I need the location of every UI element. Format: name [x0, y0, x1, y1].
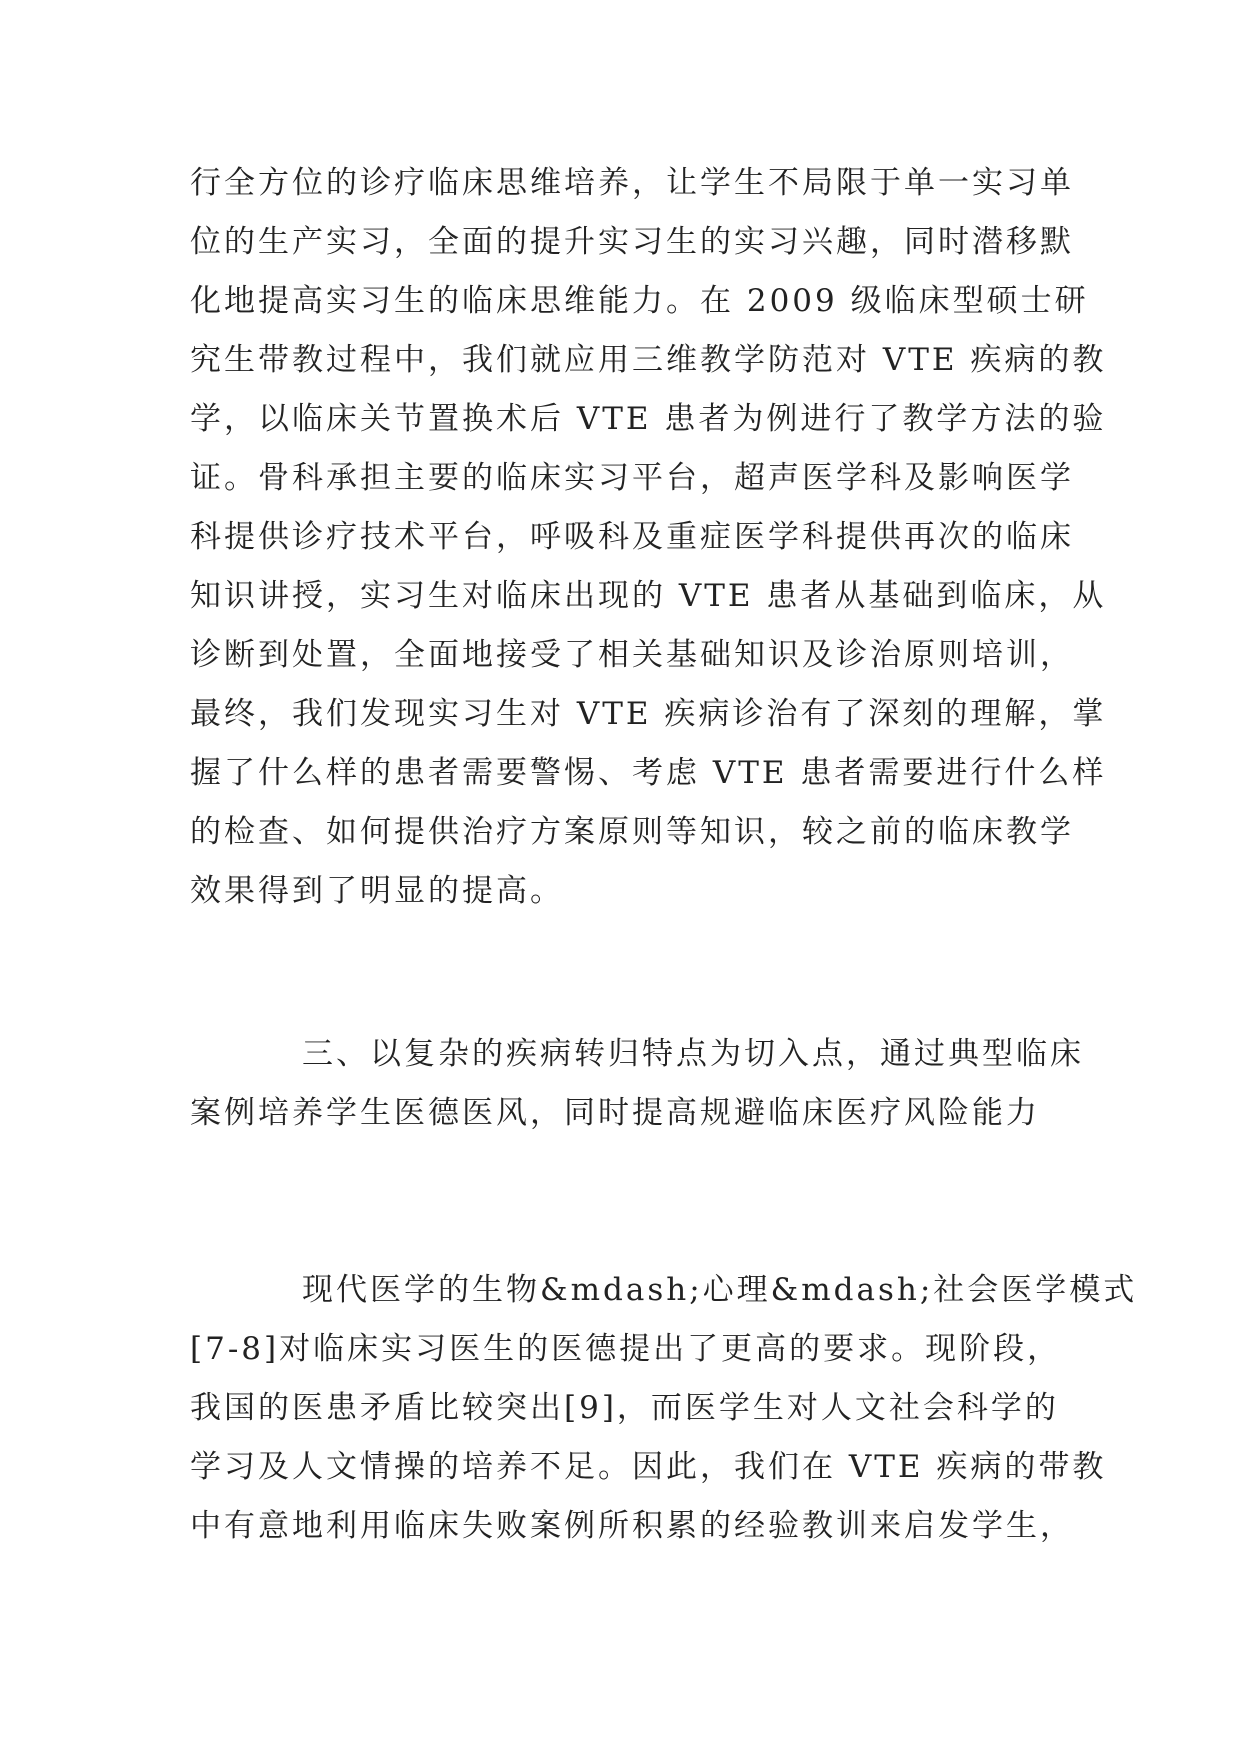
- text-line: [7-8]对临床实习医生的医德提出了更高的要求。现阶段，: [190, 1331, 1062, 1367]
- text-line: 究生带教过程中，我们就应用三维教学防范对 VTE 疾病的教: [190, 342, 1107, 378]
- text-line: 效果得到了明显的提高。: [190, 873, 564, 909]
- paragraph-medical-ethics: [190, 1261, 1138, 1556]
- text-line: 诊断到处置，全面地接受了相关基础知识及诊治原则培训，: [190, 637, 1074, 673]
- text-line: 握了什么样的患者需要警惕、考虑 VTE 患者需要进行什么样: [190, 755, 1107, 791]
- text-line: 学习及人文情操的培养不足。因此，我们在 VTE 疾病的带教: [190, 1449, 1107, 1485]
- text-line: 现代医学的生物&mdash;心理&mdash;社会医学模式: [302, 1272, 1138, 1308]
- text-line: 最终，我们发现实习生对 VTE 疾病诊治有了深刻的理解，掌: [190, 696, 1107, 732]
- heading-line: 三、以复杂的疾病转归特点为切入点，通过典型临床: [302, 1036, 1084, 1072]
- text-line: 证。骨科承担主要的临床实习平台，超声医学科及影响医学: [190, 460, 1074, 496]
- section-heading-3: [190, 1025, 1084, 1143]
- text-line: 我国的医患矛盾比较突出[9]，而医学生对人文社会科学的: [190, 1390, 1059, 1426]
- text-line: 位的生产实习，全面的提升实习生的实习兴趣，同时潜移默: [190, 224, 1074, 260]
- text-line: 行全方位的诊疗临床思维培养，让学生不局限于单一实习单: [190, 165, 1074, 201]
- text-line: 知识讲授，实习生对临床出现的 VTE 患者从基础到临床，从: [190, 578, 1107, 614]
- text-line: 中有意地利用临床失败案例所积累的经验教训来启发学生，: [190, 1508, 1074, 1544]
- text-line: 学，以临床关节置换术后 VTE 患者为例进行了教学方法的验: [190, 401, 1107, 437]
- heading-line: 案例培养学生医德医风，同时提高规避临床医疗风险能力: [190, 1095, 1040, 1131]
- text-line: 化地提高实习生的临床思维能力。在 2009 级临床型硕士研: [190, 283, 1089, 319]
- text-line: 的检查、如何提供治疗方案原则等知识，较之前的临床教学: [190, 814, 1074, 850]
- text-line: 科提供诊疗技术平台，呼吸科及重症医学科提供再次的临床: [190, 519, 1074, 555]
- paragraph-teaching-method: [190, 154, 1107, 921]
